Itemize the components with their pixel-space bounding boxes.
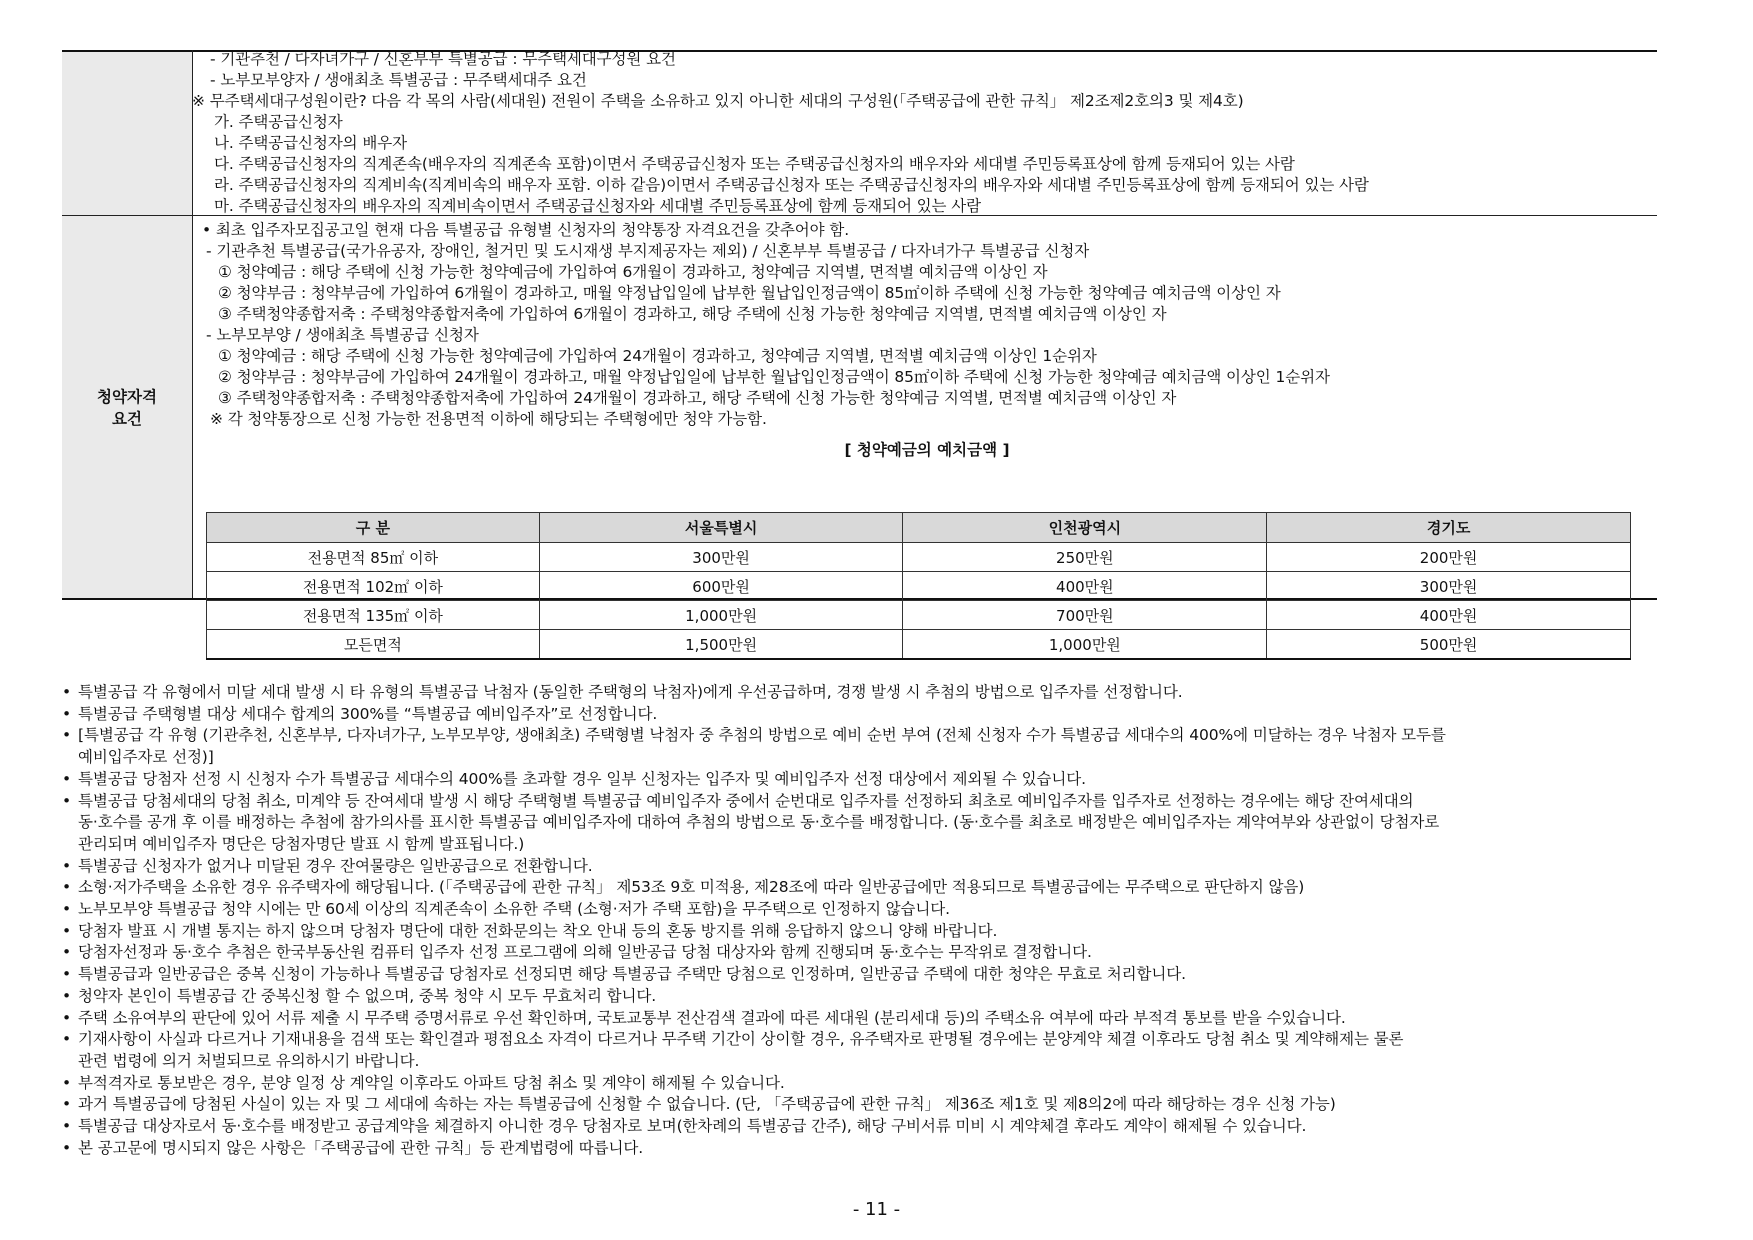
note-item [62,920,997,942]
note-item [62,876,1304,898]
cell: 300만원 [539,543,903,572]
table-row [207,572,1631,601]
note-text: 특별공급 당첨자 선정 시 신청자 수가 특별공급 세대수의 400%를 초과할 경우 일부 신청자는 입주자 및 예비입주자 선정 대상에서 제외될 수 있습니다. [78,769,1086,788]
section2-label: 청약자격 [97,388,157,406]
bullet-icon: • [62,1138,72,1157]
note-continuation: 관리되며 예비입주자 명단은 당첨자명단 발표 시 함께 발표됩니다.) [78,834,525,853]
note-item [62,1072,785,1094]
bullet-icon: • [62,986,72,1005]
note-text: [특별공급 각 유형 (기관추천, 신혼부부, 다자녀가구, 노부모부양, 생애최초) 주택형별 낙첨자 중 추첨의 방법으로 예비 순번 부여 (전체 신청자 수가 특별공급 세대수의 400%에 미달하는 경우 낙첨자 모두를 [78,726,1446,745]
section1-line: - 기관추천 / 다자녀가구 / 신혼부부 특별공급 : 무주택세대구성원 요건 [210,50,676,68]
section2-line: - 노부모부양 / 생애최초 특별공급 신청자 [206,326,479,344]
note-item [62,941,1092,963]
note-text: 노부모부양 특별공급 청약 시에는 만 60세 이상의 직계존속이 소유한 주택 (소형·저가 주택 포함)을 무주택으로 인정하지 않습니다. [78,900,951,918]
cell: 모든면적 [207,630,540,660]
note-text: 주택 소유여부의 판단에 있어 서류 제출 시 무주택 증명서류로 우선 확인하며, 국토교통부 전산검색 결과에 따른 세대원 (분리세대 등)의 주택소유 여부에 따라 부적격 통보를 받을 수있습니다. [78,1008,1346,1027]
header-category: 구 분 [207,513,540,543]
table-header-row [207,513,1631,543]
bullet-icon: • [62,726,72,745]
note-continuation: 관련 법령에 의거 처벌되므로 유의하시기 바랍니다. [78,1051,420,1070]
cell: 전용면적 102㎡ 이하 [207,572,540,601]
note-text: 소형·저가주택을 소유한 경우 유주택자에 해당됩니다. (「주택공급에 관한 규칙」 제53조 9호 미적용, 제28조에 따라 일반공급에만 적용되므로 특별공급에는 무주택으로 판단하지 않음) [78,878,1305,897]
bullet-icon: • [62,1030,72,1049]
bullet-icon: • [62,769,72,788]
section2-line: ③ 주택청약종합저축 : 주택청약종합저축에 가입하여 24개월이 경과하고, 해당 주택에 신청 가능한 청약예금 지역별, 면적별 예치금액 이상인 자 [218,389,1177,407]
cell: 전용면적 85㎡ 이하 [207,543,540,572]
note-text: 당첨자 발표 시 개별 통지는 하지 않으며 당첨자 명단에 대한 전화문의는 착오 안내 등의 혼동 방지를 위해 응답하지 않으니 양해 바랍니다. [78,921,998,940]
note-item [62,703,657,725]
cell: 1,000만원 [903,630,1267,660]
section2-line: ② 청약부금 : 청약부금에 가입하여 24개월이 경과하고, 매월 약정납입일에 납부한 월납입인정금액이 85㎡이하 주택에 신청 가능한 청약예금 예치금액 이상인 1순위자 [218,368,1330,386]
section2-line: ※ 각 청약통장으로 신청 가능한 전용면적 이하에 해당되는 주택형에만 청약 가능함. [210,410,767,428]
note-text: 특별공급 주택형별 대상 세대수 합계의 300%를 “특별공급 예비입주자”로 선정합니다. [78,704,658,723]
note-item [62,963,1186,985]
deposit-table [206,512,1631,660]
note-text: 당첨자선정과 동·호수 추첨은 한국부동산원 컴퓨터 입주자 선정 프로그램에 의해 일반공급 당첨 대상자와 함께 진행되며 동·호수는 무작위로 결정합니다. [78,943,1092,962]
note-item [62,1115,1306,1137]
note-continuation: 예비입주자로 선정)] [78,748,214,767]
bullet-icon: • [62,1073,72,1092]
note-item [62,898,950,920]
section2-line: ③ 주택청약종합저축 : 주택청약종합저축에 가입하여 6개월이 경과하고, 해당 주택에 신청 가능한 청약예금 지역별, 면적별 예치금액 이상인 자 [218,305,1167,323]
bullet-icon: • [62,943,72,962]
note-text: 특별공급과 일반공급은 중복 신청이 가능하나 특별공급 당첨자로 선정되면 해당 특별공급 주택만 당첨으로 인정하며, 일반공급 주택에 대한 청약은 무효로 처리합니다. [78,965,1186,984]
section2-line: ① 청약예금 : 해당 주택에 신청 가능한 청약예금에 가입하여 6개월이 경과하고, 청약예금 지역별, 면적별 예치금액 이상인 자 [218,263,1048,281]
note-item [62,1007,1346,1029]
cell: 400만원 [903,572,1267,601]
label-column [62,50,192,599]
page-number: - 11 - [852,1199,901,1220]
cell: 전용면적 135㎡ 이하 [207,601,540,630]
note-item [62,1137,643,1159]
cell: 500만원 [1267,630,1631,660]
bullet-icon: • [62,704,72,723]
note-item [62,768,1086,790]
cell: 600만원 [539,572,903,601]
section1-line: ※ 무주택세대구성원이란? 다음 각 목의 사람(세대원) 전원이 주택을 소유하고 있지 아니한 세대의 구성원(「주택공급에 관한 규칙」 제2조제2호의3 및 제4호) [192,92,1244,110]
section1-line: 가. 주택공급신청자 [214,113,343,131]
section1-line: 라. 주택공급신청자의 직계비속(직계비속의 배우자 포함. 이하 같음)이면서 주택공급신청자 또는 주택공급신청자의 배우자와 세대별 주민등록표상에 함께 등재되어 있는 사람 [214,176,1369,194]
bullet-icon: • [62,921,72,940]
note-text: 청약자 본인이 특별공급 간 중복신청 할 수 없으며, 중복 청약 시 모두 무효처리 합니다. [78,986,657,1005]
deposit-table-title: [ 청약예금의 예치금액 ] [844,441,1010,459]
note-text: 본 공고문에 명시되지 않은 사항은「주택공급에 관한 규칙」등 관계법령에 따릅니다. [78,1138,644,1157]
note-item [62,1093,1336,1115]
bullet-icon: • [62,683,72,701]
section1-line: 마. 주택공급신청자의 배우자의 직계비속이면서 주택공급신청자와 세대별 주민등록표상에 함께 등재되어 있는 사람 [214,197,982,215]
cell: 1,500만원 [539,630,903,660]
column-divider [192,50,193,598]
cell: 700만원 [903,601,1267,630]
section1-line: - 노부모부양자 / 생애최초 특별공급 : 무주택세대주 요건 [210,71,587,89]
note-text: 부적격자로 통보받은 경우, 분양 일정 상 계약일 이후라도 아파트 당첨 취소 및 계약이 해제될 수 있습니다. [78,1073,785,1092]
bullet-icon: • [62,1095,72,1114]
table-row [207,543,1631,572]
table-row [207,601,1631,630]
bullet-icon: • [62,856,72,875]
note-text: 과거 특별공급에 당첨된 사실이 있는 자 및 그 세대에 속하는 자는 특별공급에 신청할 수 없습니다. (단, 「주택공급에 관한 규칙」 제36조 제1호 및 제8의2에 따라 해당하는 경우 신청 가능) [78,1095,1336,1114]
note-text: 특별공급 각 유형에서 미달 세대 발생 시 타 유형의 특별공급 낙첨자 (동일한 주택형의 낙첨자)에게 우선공급하며, 경쟁 발생 시 추첨의 방법으로 입주자를 선정합니다. [78,683,1183,701]
bullet-icon: • [62,965,72,984]
note-item [62,790,1413,812]
section1-line: 나. 주택공급신청자의 배우자 [214,134,407,152]
section2-line: ① 청약예금 : 해당 주택에 신청 가능한 청약예금에 가입하여 24개월이 경과하고, 청약예금 지역별, 면적별 예치금액 이상인 1순위자 [218,347,1097,365]
section2-label: 요건 [112,410,142,428]
note-text: 특별공급 당첨세대의 당첨 취소, 미계약 등 잔여세대 발생 시 해당 주택형별 특별공급 예비입주자 중에서 순번대로 입주자를 선정하되 최초로 예비입주자를 입주자로 선정하는 경우에는 해당 잔여세대의 [78,791,1414,810]
section2-line: • 최초 입주자모집공고일 현재 다음 특별공급 유형별 신청자의 청약통장 자격요건을 갖추어야 함. [202,221,850,239]
bullet-icon: • [62,1117,72,1135]
bullet-icon: • [62,1008,72,1027]
section2-line: ② 청약부금 : 청약부금에 가입하여 6개월이 경과하고, 매월 약정납입일에 납부한 월납입인정금액이 85㎡이하 주택에 신청 가능한 청약예금 예치금액 이상인 자 [218,284,1281,302]
cell: 1,000만원 [539,601,903,630]
note-item [62,985,656,1007]
header-gyeonggi: 경기도 [1267,513,1631,543]
note-text: 특별공급 대상자로서 동·호수를 배정받고 공급계약을 체결하지 아니한 경우 당첨자로 보며(한차례의 특별공급 간주), 해당 구비서류 미비 시 계약체결 후라도 계약이 해제될 수 있습니다. [78,1117,1307,1135]
section1-line: 다. 주택공급신청자의 직계존속(배우자의 직계존속 포함)이면서 주택공급신청자 또는 주택공급신청자의 배우자와 세대별 주민등록표상에 함께 등재되어 있는 사람 [214,155,1295,173]
note-item [62,724,1446,746]
note-continuation: 동·호수를 공개 후 이를 배정하는 추첨에 참가의사를 표시한 특별공급 예비입주자에 대하여 추첨의 방법으로 동·호수를 배정합니다. (동·호수를 최초로 배정받은 예비입주자는 계약여부와 상관없이 당첨자로 [78,813,1440,832]
note-item [62,681,1183,703]
bullet-icon: • [62,878,72,897]
note-item [62,855,593,877]
table-row [207,630,1631,660]
header-incheon: 인천광역시 [903,513,1267,543]
section2-line: - 기관추천 특별공급(국가유공자, 장애인, 철거민 및 도시재생 부지제공자는 제외) / 신혼부부 특별공급 / 다자녀가구 특별공급 신청자 [206,242,1090,260]
note-item [62,1028,1403,1050]
bullet-icon: • [62,791,72,810]
cell: 250만원 [903,543,1267,572]
note-text: 특별공급 신청자가 없거나 미달된 경우 잔여물량은 일반공급으로 전환합니다. [78,856,593,875]
cell: 300만원 [1267,572,1631,601]
header-seoul: 서울특별시 [539,513,903,543]
cell: 200만원 [1267,543,1631,572]
cell: 400만원 [1267,601,1631,630]
note-text: 기재사항이 사실과 다르거나 기재내용을 검색 또는 확인결과 평점요소 자격이 다르거나 무주택 기간이 상이할 경우, 유주택자로 판명될 경우에는 분양계약 체결 이후라도 당첨 취소 및 계약해제는 물론 [78,1030,1404,1049]
bullet-icon: • [62,900,72,918]
